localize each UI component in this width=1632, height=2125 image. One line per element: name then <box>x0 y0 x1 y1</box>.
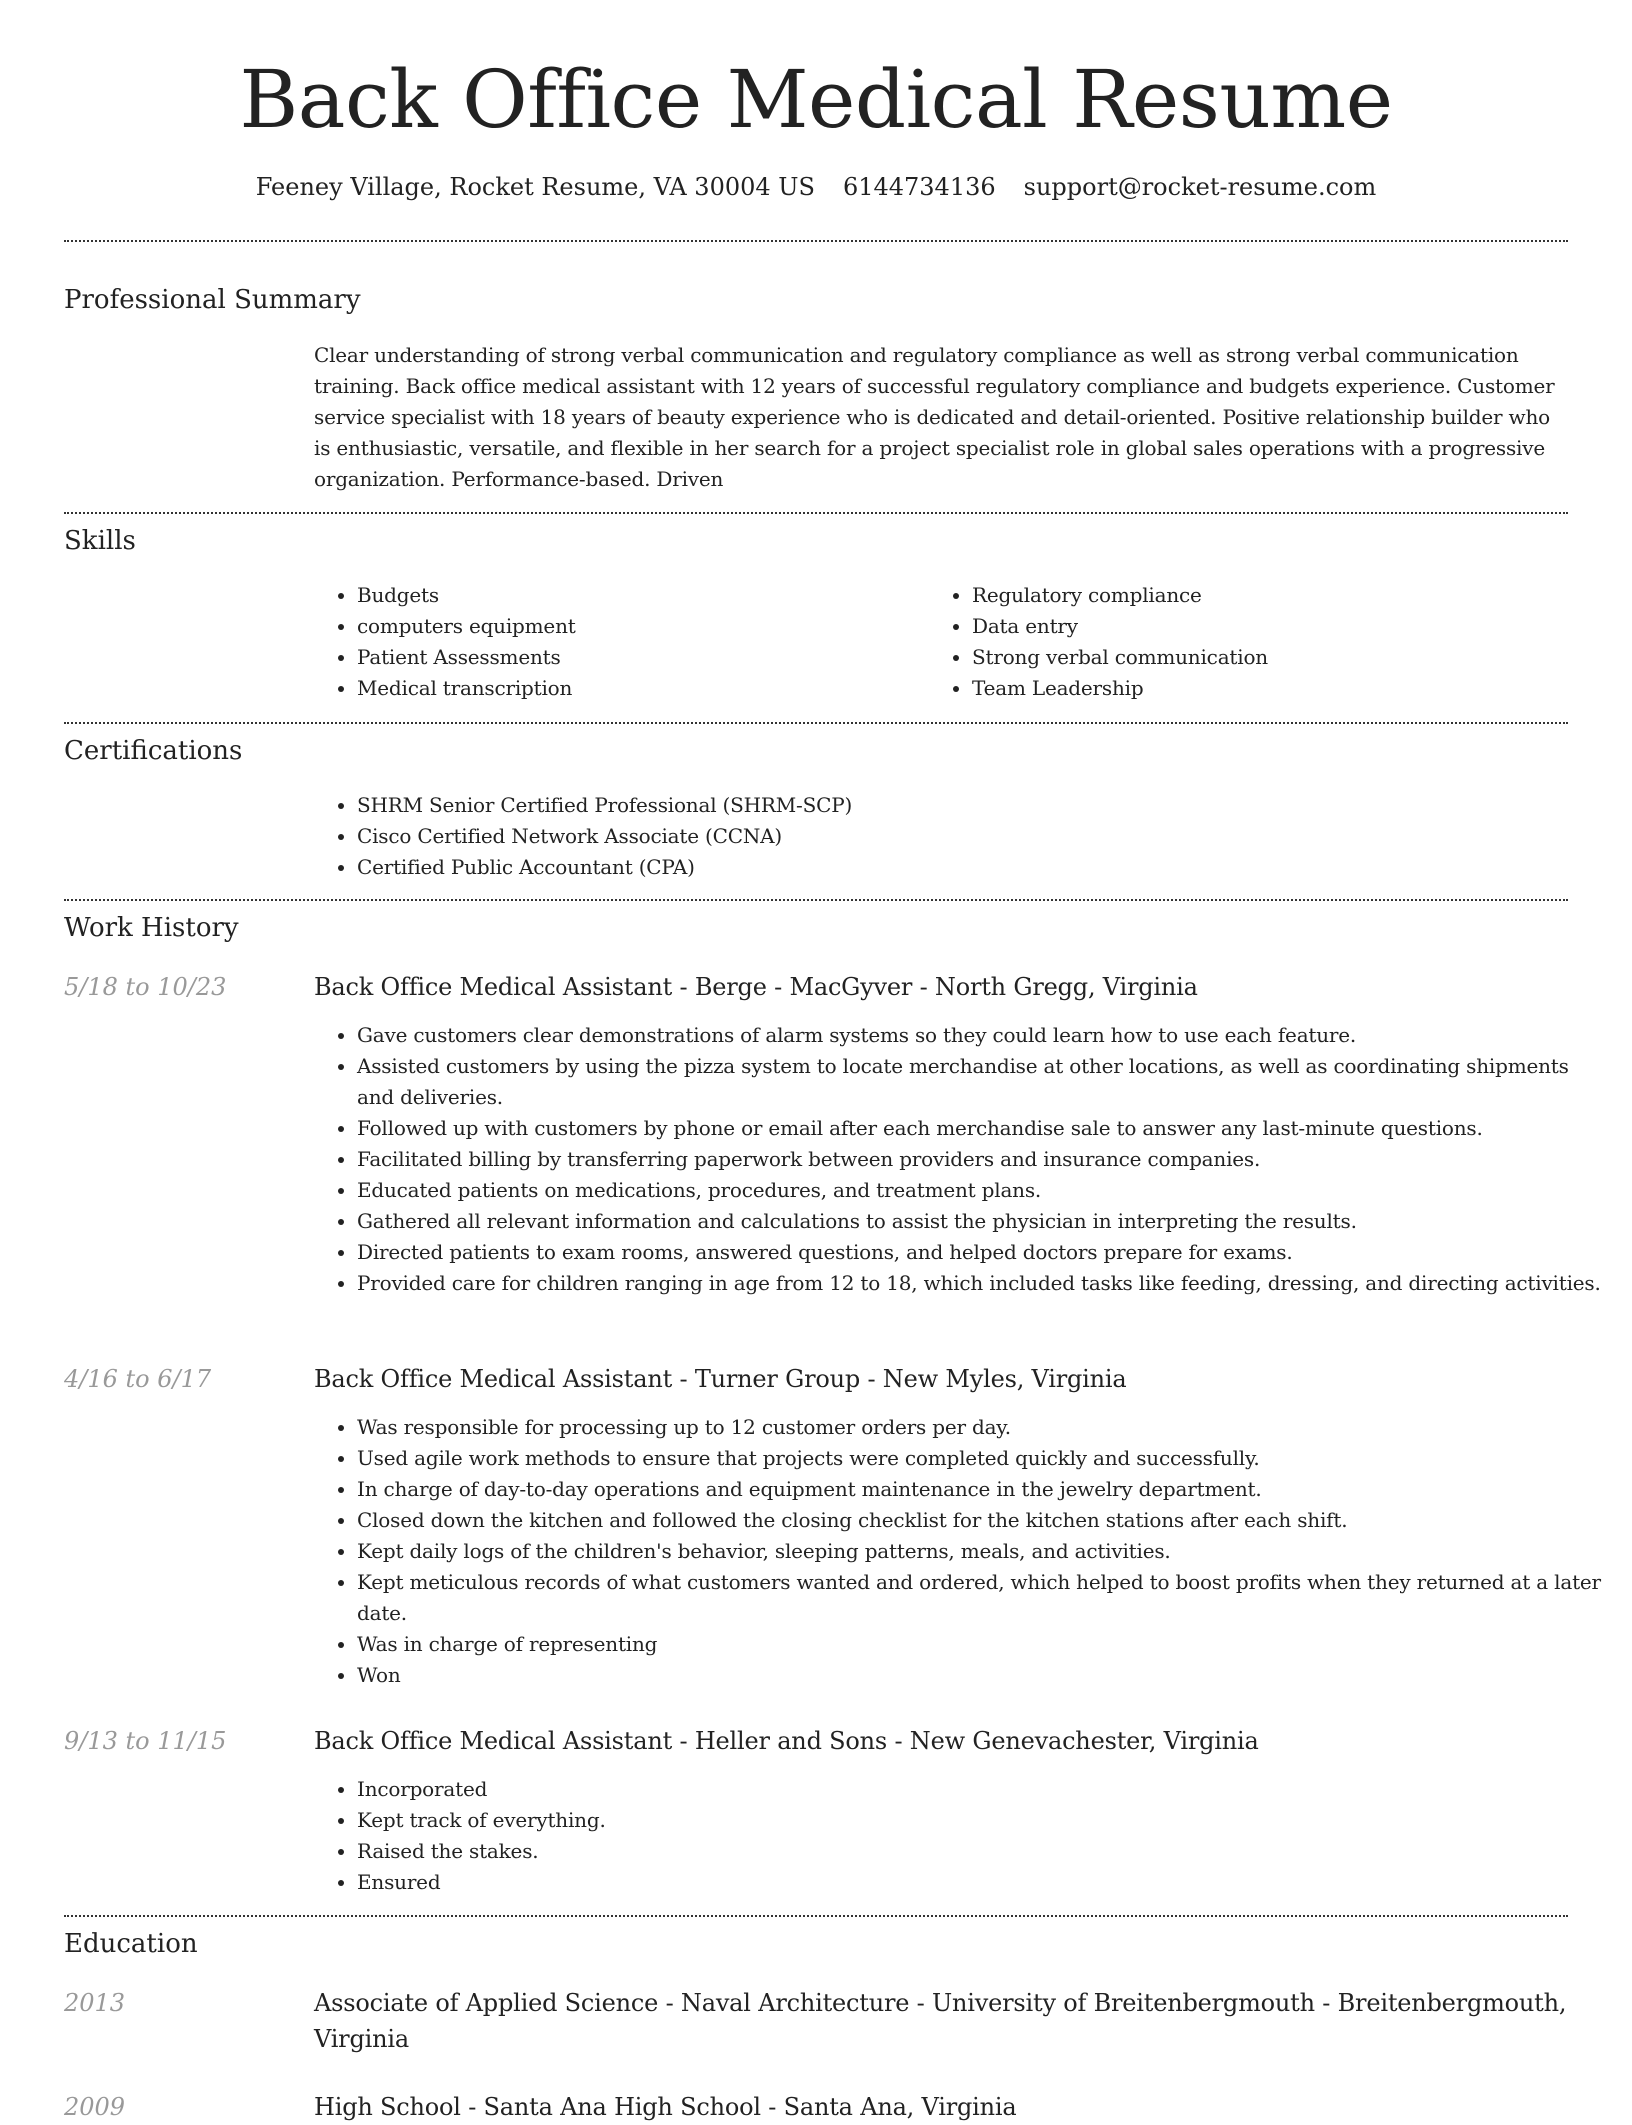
job-bullet: • Facilitated billing by transferring paperwork between providers and insurance companies. <box>357 1144 1611 1175</box>
section-title-certifications: Certifications <box>64 736 243 766</box>
section-title-work-history: Work History <box>64 913 239 943</box>
job-bullet: • Directed patients to exam rooms, answered questions, and helped doctors prepare for exams. <box>357 1237 1611 1268</box>
job-bullet: • Kept meticulous records of what customers wanted and ordered, which helped to boost profits when they returned at a later date. <box>357 1567 1611 1629</box>
contact-email[interactable]: support@rocket-resume.com <box>1023 173 1377 201</box>
job-details: - Turner Group - New Myles, Virginia <box>672 1365 1127 1393</box>
job-title <box>314 1723 1568 1759</box>
job-bullet: • Kept daily logs of the children's behavior, sleeping patterns, meals, and activities. <box>357 1536 1611 1567</box>
resume-name: Back Office Medical Resume <box>239 53 1393 146</box>
education-year: 2009 <box>64 2093 126 2121</box>
divider <box>64 722 1568 724</box>
job-bullet: • Incorporated <box>357 1774 1611 1805</box>
summary-text: Clear understanding of strong verbal communication and regulatory compliance as well as strong verbal communication training. Back office medical assistant with 12 years of successful regulatory compliance and budgets experience. Customer service specialist with 18 years of beauty experience who is dedicated and detail-oriented. Positive relationship builder who is enthusiastic, versatile, and flexible in her search for a project specialist role in global sales operations with a progressive organization. Performance-based. Driven <box>314 343 1555 491</box>
section-title-summary: Professional Summary <box>64 285 361 315</box>
education-degree: Associate of Applied Science - Naval Architecture <box>314 1989 910 2017</box>
education-entry <box>314 1985 1568 2057</box>
job-bullets <box>314 1774 1611 1898</box>
skill-item: • Strong verbal communication <box>972 642 1572 673</box>
job-dates: 4/16 to 6/17 <box>64 1365 212 1393</box>
skills-list-left <box>314 580 917 704</box>
skill-item: • computers equipment <box>357 611 917 642</box>
divider <box>64 512 1568 514</box>
contact-phone: 6144734136 <box>842 173 996 201</box>
skill-item: • Patient Assessments <box>357 642 917 673</box>
section-title-skills: Skills <box>64 526 136 556</box>
job-position: Back Office Medical Assistant <box>314 1365 673 1393</box>
job-dates: 5/18 to 10/23 <box>64 973 227 1001</box>
contact-line <box>0 170 1632 204</box>
job-bullet: • Was responsible for processing up to 12 customer orders per day. <box>357 1412 1611 1443</box>
skill-item: • Medical transcription <box>357 673 917 704</box>
certification-item: • Cisco Certified Network Associate (CCNA) <box>357 821 1611 852</box>
education-details: - University of Breitenbergmouth - Breitenbergmouth, Virginia <box>314 1989 1567 2053</box>
skill-item: • Regulatory compliance <box>972 580 1572 611</box>
skill-item: • Budgets <box>357 580 917 611</box>
job-bullets <box>314 1020 1611 1299</box>
skill-item: • Data entry <box>972 611 1572 642</box>
divider <box>64 899 1568 901</box>
divider <box>64 1915 1568 1917</box>
job-details: - Berge - MacGyver - North Gregg, Virginia <box>672 973 1198 1001</box>
job-bullet: • Ensured <box>357 1867 1611 1898</box>
job-title <box>314 969 1568 1005</box>
education-details: - Santa Ana High School - Santa Ana, Virginia <box>460 2093 1017 2121</box>
job-bullet: • Kept track of everything. <box>357 1805 1611 1836</box>
job-title <box>314 1361 1568 1397</box>
job-bullets <box>314 1412 1611 1691</box>
education-entry <box>314 2089 1568 2125</box>
job-details: - Heller and Sons - New Genevachester, Virginia <box>672 1727 1259 1755</box>
job-bullet: • Raised the stakes. <box>357 1836 1611 1867</box>
divider <box>64 240 1568 242</box>
job-bullet: • Followed up with customers by phone or email after each merchandise sale to answer any last-minute questions. <box>357 1113 1611 1144</box>
job-bullet: • Gave customers clear demonstrations of alarm systems so they could learn how to use each feature. <box>357 1020 1611 1051</box>
job-dates: 9/13 to 11/15 <box>64 1727 227 1755</box>
job-bullet: • In charge of day-to-day operations and equipment maintenance in the jewelry department. <box>357 1474 1611 1505</box>
job-bullet: • Provided care for children ranging in age from 12 to 18, which included tasks like feeding, dressing, and directing activities. <box>357 1268 1611 1299</box>
certification-item: • Certified Public Accountant (CPA) <box>357 852 1611 883</box>
job-bullet: • Used agile work methods to ensure that projects were completed quickly and successfully. <box>357 1443 1611 1474</box>
education-year: 2013 <box>64 1989 126 2017</box>
education-degree: High School <box>314 2093 461 2121</box>
skill-item: • Team Leadership <box>972 673 1572 704</box>
section-title-education: Education <box>64 1929 198 1959</box>
job-bullet: • Educated patients on medications, procedures, and treatment plans. <box>357 1175 1611 1206</box>
job-bullet: • Assisted customers by using the pizza system to locate merchandise at other locations, as well as coordinating shipments and deliveries. <box>357 1051 1611 1113</box>
job-bullet: • Won <box>357 1660 1611 1691</box>
job-bullet: • Closed down the kitchen and followed the closing checklist for the kitchen stations after each shift. <box>357 1505 1611 1536</box>
job-position: Back Office Medical Assistant <box>314 1727 673 1755</box>
job-position: Back Office Medical Assistant <box>314 973 673 1001</box>
certifications-list <box>314 790 1611 883</box>
skills-list-right <box>929 580 1572 704</box>
contact-address: Feeney Village, Rocket Resume, VA 30004 US <box>255 173 815 201</box>
certification-item: • SHRM Senior Certified Professional (SHRM-SCP) <box>357 790 1611 821</box>
job-bullet: • Gathered all relevant information and calculations to assist the physician in interpreting the results. <box>357 1206 1611 1237</box>
job-bullet: • Was in charge of representing <box>357 1629 1611 1660</box>
